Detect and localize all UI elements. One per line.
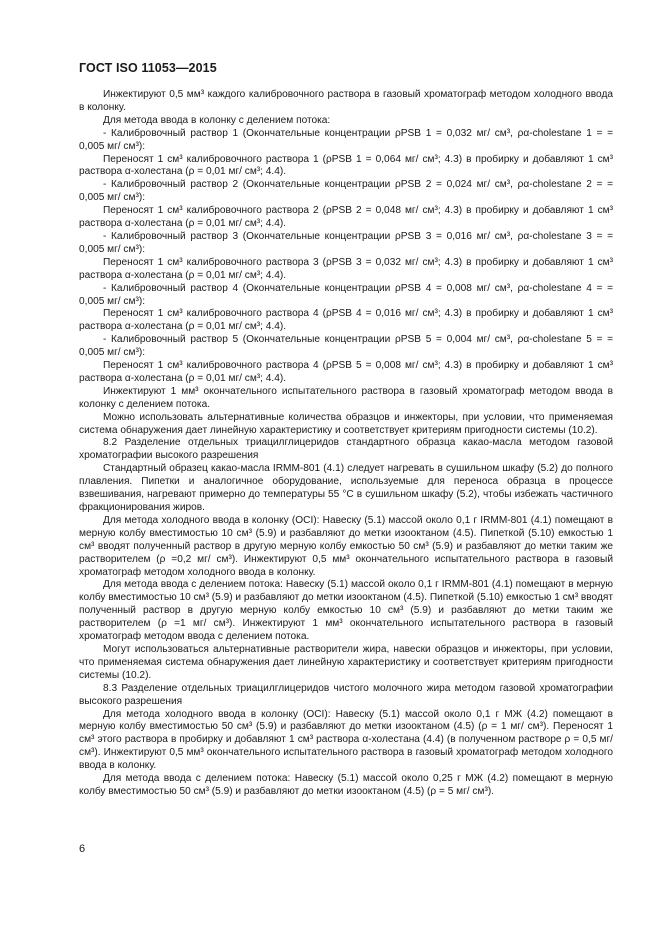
paragraph: Переносят 1 см³ калибровочного раствора 4 (ρPSB 4 = 0,016 мг/ см³; 4.3) в пробирку и добавляют 1 см³ раствора α-холестана (ρ = 0,01 мг/ см³; 4.4).: [79, 308, 613, 333]
section-heading: 8.2 Разделение отдельных триацилглицеридов стандартного образца какао-масла методом газовой хроматографии высокого разрешения: [79, 437, 613, 462]
paragraph: - Калибровочный раствор 1 (Окончательные концентрации ρPSB 1 = 0,032 мг/ см³, ρα-cholestane 1 = = 0,005 мг/ см³):: [79, 127, 613, 152]
paragraph: Переносят 1 см³ калибровочного раствора 4 (ρPSB 5 = 0,008 мг/ см³; 4.3) в пробирку и добавляют 1 см³ раствора α-холестана (ρ = 0,01 мг/ см³; 4.4).: [79, 360, 613, 384]
paragraph: - Калибровочный раствор 3 (Окончательные концентрации ρPSB 3 = 0,016 мг/ см³, ρα-cholestane 3 = = 0,005 мг/ см³):: [79, 230, 613, 255]
paragraph: Стандартный образец какао-масла IRMM-801 (4.1) следует нагревать в сушильном шкафу (5.2) до полного плавления. Пипетки и аналогичное оборудование, используемые для переноса образца в процессе взвешивания, нагревают примерно до температуры 55 °С в сушильном шкафу (5.2), чтобы избежать частичного фракционирования жиров.: [79, 463, 613, 513]
paragraph: Переносят 1 см³ калибровочного раствора 1 (ρPSB 1 = 0,064 мг/ см³; 4.3) в пробирку и добавляют 1 см³ раствора α-холестана (ρ = 0,01 мг/ см³; 4.4).: [79, 153, 613, 178]
paragraph: - Калибровочный раствор 5 (Окончательные концентрации ρPSB 5 = 0,004 мг/ см³, ρα-cholestane 5 = = 0,005 мг/ см³):: [79, 334, 613, 359]
section-heading: 8.3 Разделение отдельных триацилглицеридов чистого молочного жира методом газовой хроматографии высокого разрешения: [79, 682, 613, 707]
paragraph: - Калибровочный раствор 4 (Окончательные концентрации ρPSB 4 = 0,008 мг/ см³, ρα-cholestane 4 = = 0,005 мг/ см³):: [79, 282, 613, 307]
paragraph: Переносят 1 см³ калибровочного раствора 3 (ρPSB 3 = 0,032 мг/ см³; 4.3) в пробирку и добавляют 1 см³ раствора α-холестана (ρ = 0,01 мг/ см³; 4.4).: [79, 256, 613, 281]
paragraph: - Калибровочный раствор 2 (Окончательные концентрации ρPSB 2 = 0,024 мг/ см³, ρα-cholestane 2 = = 0,005 мг/ см³):: [79, 179, 613, 204]
paragraph: Для метода холодного ввода в колонку (OCI): Навеску (5.1) массой около 0,1 г IRMM-801 (4.1) помещают в мерную колбу вместимостью 10 см³ (5.9) и разбавляют до метки изооктаном (4.5). Пипеткой (5.10) емкостью 1 см³ вводят полученный раствор в другую мерную колбу емкостью 50 см³ (5.9) и разбавляют до метки таким же растворителем (ρ =0,2 мг/ см³). Инжектируют 0,5 мм³ окончательного испытательного раствора в газовый хроматограф методом холодного ввода в колонку.: [79, 514, 613, 578]
paragraph: Инжектируют 0,5 мм³ каждого калибровочного раствора в газовый хроматограф методом холодного ввода в колонку.: [79, 89, 613, 113]
document-header: ГОСТ ISO 11053—2015: [79, 61, 217, 75]
paragraph: Могут использоваться альтернативные растворители жира, навески образцов и инжекторы, при условии, что применяемая система обнаружения дает линейную характеристику и соответствует критериям пригодности системы (10.2).: [79, 643, 613, 681]
paragraph: Можно использовать альтернативные количества образцов и инжекторы, при условии, что применяемая система обнаружения дает линейную характеристику и соответствует критериям пригодности системы (10.2).: [79, 411, 613, 436]
document-body: [79, 89, 613, 799]
paragraph: Инжектируют 1 мм³ окончательного испытательного раствора в газовый хроматограф методом ввода в колонку с делением потока.: [79, 385, 613, 410]
paragraph: Для метода ввода с делением потока: Навеску (5.1) массой около 0,25 г МЖ (4.2) помещают в мерную колбу вместимостью 50 см³ (5.9) и разбавляют до метки изооктаном (4.5) (ρ = 5 мг/ см³).: [79, 773, 613, 797]
paragraph: Для метода ввода с делением потока: Навеску (5.1) массой около 0,1 г IRMM-801 (4.1) помещают в мерную колбу вместимостью 10 см³ (5.9) и разбавляют до метки изооктаном (4.5). Пипеткой (5.10) емкостью 1 см³ вводят полученный раствор в другую мерную колбу емкостью 10 см³ (5.9) и разбавляют до метки таким же растворителем (ρ =1 мг/ см³). Инжектируют 1 мм³ окончательного испытательного раствора в газовый хроматограф методом ввода с делением потока.: [79, 579, 613, 643]
paragraph: Для метода ввода в колонку с делением потока:: [103, 114, 331, 126]
paragraph: Для метода холодного ввода в колонку (OCI): Навеску (5.1) массой около 0,1 г МЖ (4.2) помещают в мерную колбу вместимостью 50 см³ (5.9) и разбавляют до метки изооктаном (4.5) (ρ = 1 мг/ см³). Переносят 1 см³ этого раствора в пробирку и добавляют 1 см³ раствора α-холестана (4.4) (в полученном растворе ρ = 0,5 мг/ см³). Инжектируют 0,5 мм³ окончательного испытательного раствора в газовый хроматограф методом холодного ввода в колонку.: [79, 708, 613, 772]
page-number: 6: [79, 843, 86, 855]
paragraph: Переносят 1 см³ калибровочного раствора 2 (ρPSB 2 = 0,048 мг/ см³; 4.3) в пробирку и добавляют 1 см³ раствора α-холестана (ρ = 0,01 мг/ см³; 4.4).: [79, 205, 613, 230]
